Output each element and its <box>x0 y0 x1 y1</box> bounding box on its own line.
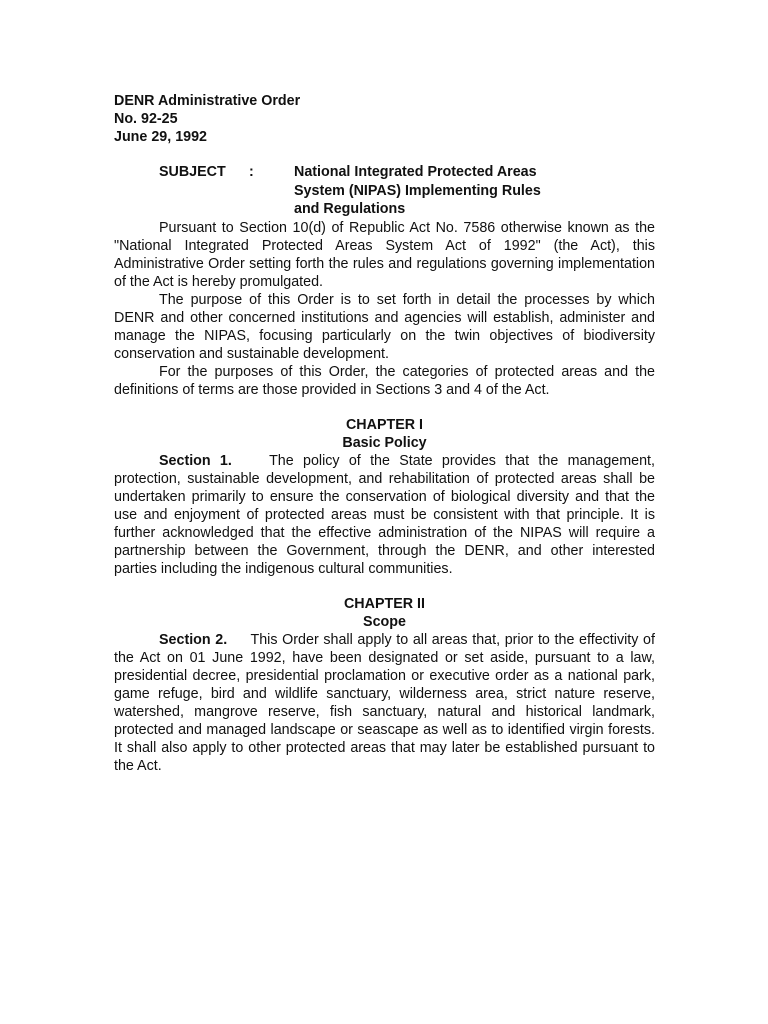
section-2-label: Section 2. <box>159 631 228 648</box>
section-1-label: Section 1. <box>159 452 232 469</box>
section-1 <box>114 452 655 578</box>
chapter-1-heading <box>114 416 655 452</box>
chapter-1-number: CHAPTER I <box>345 416 424 433</box>
subject-colon: : <box>249 164 254 180</box>
order-date: June 29, 1992 <box>114 129 207 145</box>
chapter-2-title: Scope <box>363 613 406 630</box>
paragraph-pursuant: Pursuant to Section 10(d) of Republic Act No. 7586 otherwise known as the "National Integrated Protected Areas System Act of 1992" (the Act), this Administrative Order setting forth the rules and regulations governing implementation of the Act is hereby promulgated. <box>114 219 655 290</box>
chapter-2-heading <box>114 595 655 631</box>
chapter-1-title: Basic Policy <box>342 434 427 451</box>
subject-block <box>114 163 655 219</box>
paragraph-definitions: For the purposes of this Order, the categories of protected areas and the definitions of terms are those provided in Sections 3 and 4 of the Act. <box>114 363 655 398</box>
subject-text: National Integrated Protected Areas System (NIPAS) Implementing Rules and Regulations <box>294 164 541 217</box>
subject-label: SUBJECT <box>159 164 226 180</box>
section-2-text: This Order shall apply to all areas that, prior to the effectivity of the Act on 01 June 1992, have been designated or set aside, pursuant to a law, presidential decree, presidential proclamation or executive order as a national park, game refuge, bird and wildlife sanctuary, wilderness area, strict nature reserve, watershed, mangrove reserve, fish sanctuary, natural and historical landmark, protected and managed landscape or seascape as well as to identified virgin forests. It shall also apply to other protected areas that may later be established pursuant to the Act. <box>114 631 655 774</box>
order-title: DENR Administrative Order <box>114 93 301 109</box>
paragraph-purpose: The purpose of this Order is to set forth in detail the processes by which DENR and other concerned institutions and agencies will establish, administer and manage the NIPAS, focusing particularly on the twin objectives of biodiversity conservation and sustainable development. <box>114 291 655 362</box>
section-2 <box>114 631 655 775</box>
document-header <box>114 92 655 146</box>
order-number: No. 92-25 <box>114 111 178 127</box>
document-page <box>114 92 655 775</box>
section-1-text: The policy of the State provides that the management, protection, sustainable development, and rehabilitation of protected areas shall be undertaken primarily to ensure the conservation of biological diversity and that the use and enjoyment of protected areas must be consistent with that principle. It is further acknowledged that the effective administration of the NIPAS will require a partnership between the Government, through the DENR, and other interested parties including the indigenous cultural communities. <box>114 452 655 577</box>
chapter-2-number: CHAPTER II <box>343 595 426 612</box>
